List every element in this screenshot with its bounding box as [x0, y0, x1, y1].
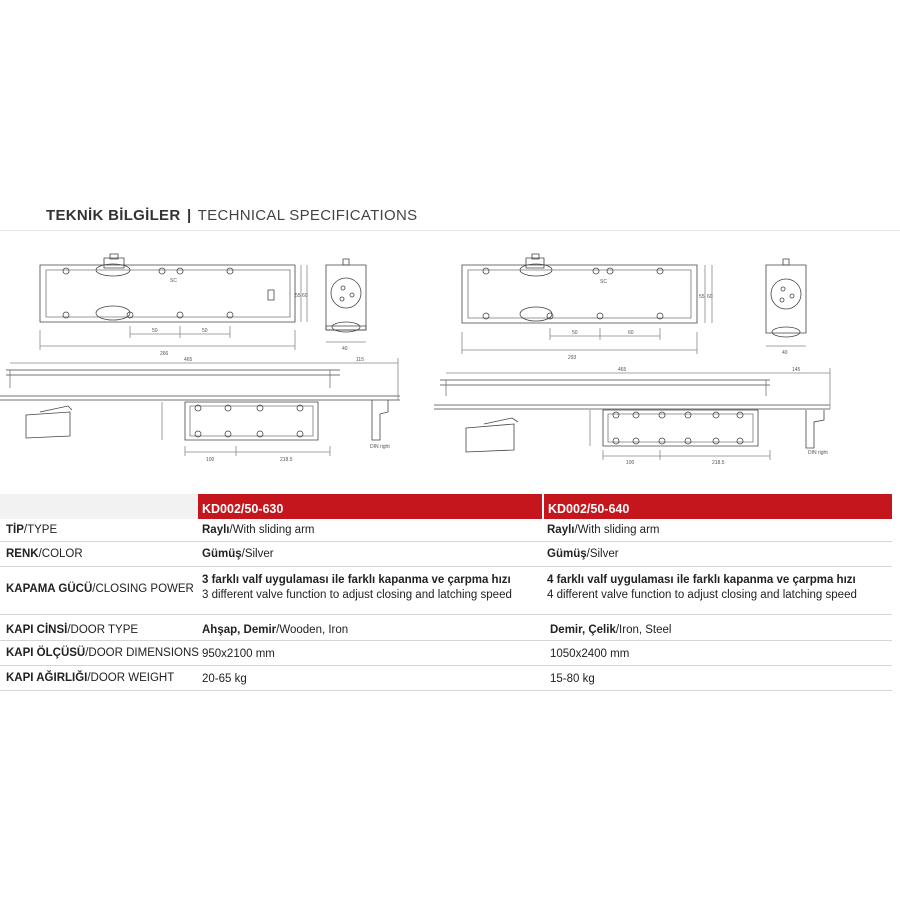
dim-right-body-length: 293	[568, 355, 577, 361]
dim-left-hole-b: 50	[202, 328, 208, 334]
dim-right-rail-length: 465	[618, 367, 627, 373]
dim-right-rail-offset: 145	[792, 367, 801, 373]
dim-right-arm-b: 218.5	[712, 460, 725, 465]
dim-left-arm-b: 218.5	[280, 457, 293, 463]
dim-left-inner-height: 55	[295, 293, 301, 299]
row-label: TİP/TYPE	[6, 524, 58, 536]
right-closer-front-view	[462, 254, 712, 354]
dim-left-din: DIN right	[370, 444, 390, 450]
left-closer-front-view	[40, 254, 307, 350]
dim-left-arm-a: 100	[206, 457, 215, 463]
row-value-630: 20-65 kg	[202, 673, 247, 685]
table-row-door-type	[0, 615, 892, 641]
dim-left-rail-offset: 115	[356, 357, 364, 363]
dim-right-inner-height: 55	[699, 294, 705, 300]
left-closer-side-view	[326, 259, 366, 342]
row-label: KAPI AĞIRLIĞI/DOOR WEIGHT	[6, 672, 175, 684]
row-label: KAPI ÖLÇÜSÜ/DOOR DIMENSIONS	[6, 647, 199, 659]
right-rail	[434, 368, 830, 409]
model-header-630: KD002/50-630	[198, 494, 542, 519]
row-value-640: 4 farklı valf uygulaması ile farklı kapanma ve çarpma hızı 4 different valve function to adjust closing and latching speed	[547, 574, 857, 601]
dim-right-arm-a: 100	[626, 460, 635, 465]
right-closer-side-view	[766, 259, 806, 346]
right-dimension-labels	[568, 279, 828, 465]
table-row-closing-power	[0, 567, 892, 615]
row-value-630: Ahşap, Demir/Wooden, Iron	[202, 624, 349, 636]
row-value-640: Gümüş/Silver	[547, 548, 619, 560]
dim-left-body-length: 266	[160, 351, 169, 357]
row-value-630: Gümüş/Silver	[202, 548, 274, 560]
row-label: KAPI CİNSİ/DOOR TYPE	[6, 624, 139, 636]
table-header-row	[0, 494, 892, 519]
dim-right-sc: SC	[600, 279, 607, 285]
right-closer-body-installed	[590, 410, 770, 460]
dim-left-hole-a: 50	[152, 328, 158, 334]
heading-english: TECHNICAL SPECIFICATIONS	[197, 207, 418, 224]
dim-right-din: DIN right	[808, 450, 828, 456]
dim-left-rail-length: 465	[184, 357, 193, 363]
left-rail	[0, 358, 400, 400]
row-value-640: 15-80 kg	[550, 673, 595, 685]
table-row-type	[0, 519, 892, 542]
row-value-640: Raylı/With sliding arm	[547, 524, 660, 536]
row-value-630: Raylı/With sliding arm	[202, 524, 315, 536]
dim-right-hole-b: 60	[628, 330, 634, 336]
row-label: KAPAMA GÜCÜ/CLOSING POWER	[6, 583, 194, 595]
dim-left-side-width: 40	[342, 346, 348, 352]
dim-right-hole-a: 50	[572, 330, 578, 336]
table-row-door-weight	[0, 666, 892, 691]
header-label-cell	[0, 494, 198, 519]
heading-separator: |	[186, 207, 192, 224]
heading-divider	[0, 230, 900, 231]
table-row-color	[0, 542, 892, 567]
dim-right-side-width: 40	[782, 350, 788, 356]
dim-left-sc: SC	[170, 278, 177, 284]
technical-drawing	[0, 240, 900, 465]
section-heading	[46, 207, 417, 224]
heading-turkish: TEKNİK BİLGİLER	[46, 207, 181, 224]
dim-right-body-height: 60	[707, 294, 713, 300]
table-row-door-dimensions	[0, 641, 892, 666]
row-value-630: 3 farklı valf uygulaması ile farklı kapanma ve çarpma hızı 3 different valve function to adjust closing and latching speed	[202, 574, 512, 601]
row-value-640: 1050x2400 mm	[550, 648, 630, 660]
row-label: RENK/COLOR	[6, 548, 83, 560]
row-value-630: 950x2100 mm	[202, 648, 275, 660]
dim-left-body-height: 60	[302, 293, 308, 299]
row-value-640: Demir, Çelik/Iron, Steel	[550, 624, 672, 636]
model-header-640: KD002/50-640	[544, 494, 892, 519]
left-closer-body-installed	[162, 402, 330, 456]
spec-table	[0, 494, 892, 691]
